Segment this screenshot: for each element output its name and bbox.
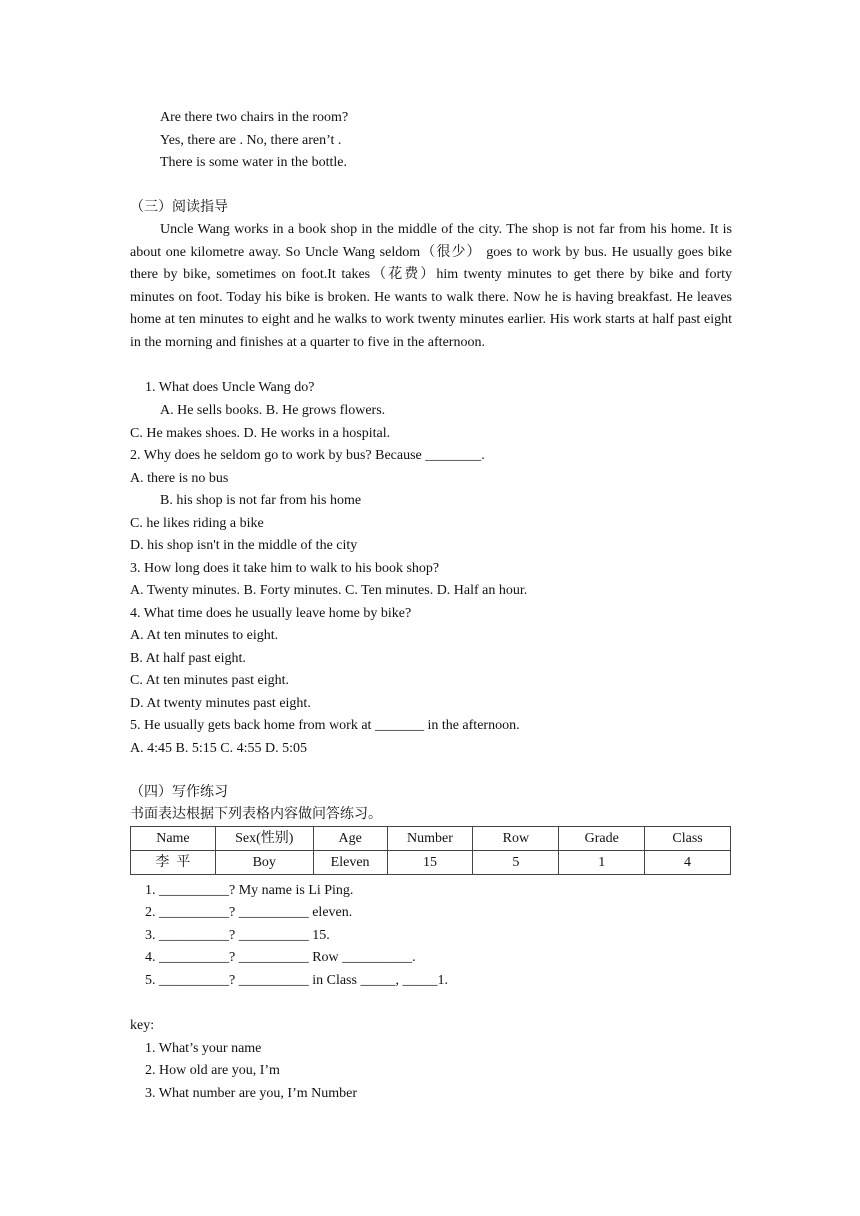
question-4-option-b: B. At half past eight. bbox=[130, 651, 246, 666]
writing-item-3: 3. __________? __________ 15. bbox=[145, 928, 330, 943]
key-label: key: bbox=[130, 1018, 155, 1033]
table-cell: 4 bbox=[645, 851, 731, 875]
reading-passage-text: Uncle Wang works in a book shop in the middle of the city. The shop is not far from his home. It is about one kilometre away. So Uncle Wang seldom（很少） goes to work by bus. He usually goes bike there by bike, sometimes on foot.It takes（花费）him twenty minutes to get there by bike and forty minutes on foot. Today his bike is broken. He wants to walk there. Now he is having breakfast. He leaves home at ten minutes to eight and he walks to work twenty minutes earlier. His work starts at half past eight in the morning and finishes at a quarter to five in the afternoon. bbox=[130, 222, 732, 350]
question-2-option-b: B. his shop is not far from his home bbox=[160, 493, 362, 508]
key-answer-2: 2. How old are you, I’m bbox=[145, 1063, 280, 1078]
question-2-option-c: C. he likes riding a bike bbox=[130, 516, 264, 531]
question-3: 3. How long does it take him to walk to his book shop? bbox=[130, 561, 440, 576]
writing-instruction: 书面表达根据下列表格内容做问答练习。 bbox=[130, 807, 382, 822]
question-1: 1. What does Uncle Wang do? bbox=[145, 380, 315, 395]
key-answer-3: 3. What number are you, I’m Number bbox=[145, 1086, 358, 1101]
table-cell: 1 bbox=[559, 851, 645, 875]
info-table bbox=[130, 826, 731, 875]
question-2-option-a: A. there is no bus bbox=[130, 471, 229, 486]
writing-item-2: 2. __________? __________ eleven. bbox=[145, 905, 353, 920]
question-4: 4. What time does he usually leave home by bike? bbox=[130, 606, 412, 621]
question-2-option-d: D. his shop isn't in the middle of the city bbox=[130, 538, 358, 553]
header-cell: Number bbox=[387, 827, 473, 851]
header-cell: Name bbox=[131, 827, 216, 851]
question-4-option-d: D. At twenty minutes past eight. bbox=[130, 696, 311, 711]
intro-line-3: There is some water in the bottle. bbox=[160, 155, 347, 170]
question-4-option-a: A. At ten minutes to eight. bbox=[130, 628, 279, 643]
header-cell: Class bbox=[645, 827, 731, 851]
table-row bbox=[131, 851, 731, 875]
question-5: 5. He usually gets back home from work at _______ in the afternoon. bbox=[130, 718, 520, 733]
question-1-options-ab: A. He sells books. B. He grows flowers. bbox=[160, 403, 386, 418]
table-header-row bbox=[131, 827, 731, 851]
reading-passage bbox=[130, 219, 732, 355]
reading-heading: （三）阅读指导 bbox=[130, 200, 228, 215]
intro-line-2: Yes, there are . No, there aren’t . bbox=[160, 133, 342, 148]
question-3-options: A. Twenty minutes. B. Forty minutes. C. Ten minutes. D. Half an hour. bbox=[130, 583, 528, 598]
writing-item-1: 1. __________? My name is Li Ping. bbox=[145, 883, 354, 898]
question-1-options-cd: C. He makes shoes. D. He works in a hospital. bbox=[130, 426, 391, 441]
writing-item-5: 5. __________? __________ in Class _____, _____1. bbox=[145, 973, 448, 988]
question-2: 2. Why does he seldom go to work by bus? Because ________. bbox=[130, 448, 485, 463]
table-cell: Boy bbox=[215, 851, 313, 875]
question-4-option-c: C. At ten minutes past eight. bbox=[130, 673, 290, 688]
header-cell: Age bbox=[313, 827, 387, 851]
table-cell: Eleven bbox=[313, 851, 387, 875]
writing-item-4: 4. __________? __________ Row __________. bbox=[145, 950, 416, 965]
key-answer-1: 1. What’s your name bbox=[145, 1041, 262, 1056]
header-cell: Row bbox=[473, 827, 559, 851]
table-cell: 15 bbox=[387, 851, 473, 875]
intro-line-1: Are there two chairs in the room? bbox=[160, 110, 349, 125]
writing-heading: （四）写作练习 bbox=[130, 785, 228, 800]
question-5-options: A. 4:45 B. 5:15 C. 4:55 D. 5:05 bbox=[130, 741, 307, 756]
table-cell: 5 bbox=[473, 851, 559, 875]
header-cell: Grade bbox=[559, 827, 645, 851]
header-cell: Sex(性别) bbox=[215, 827, 313, 851]
table-cell: 李 平 bbox=[131, 851, 216, 875]
